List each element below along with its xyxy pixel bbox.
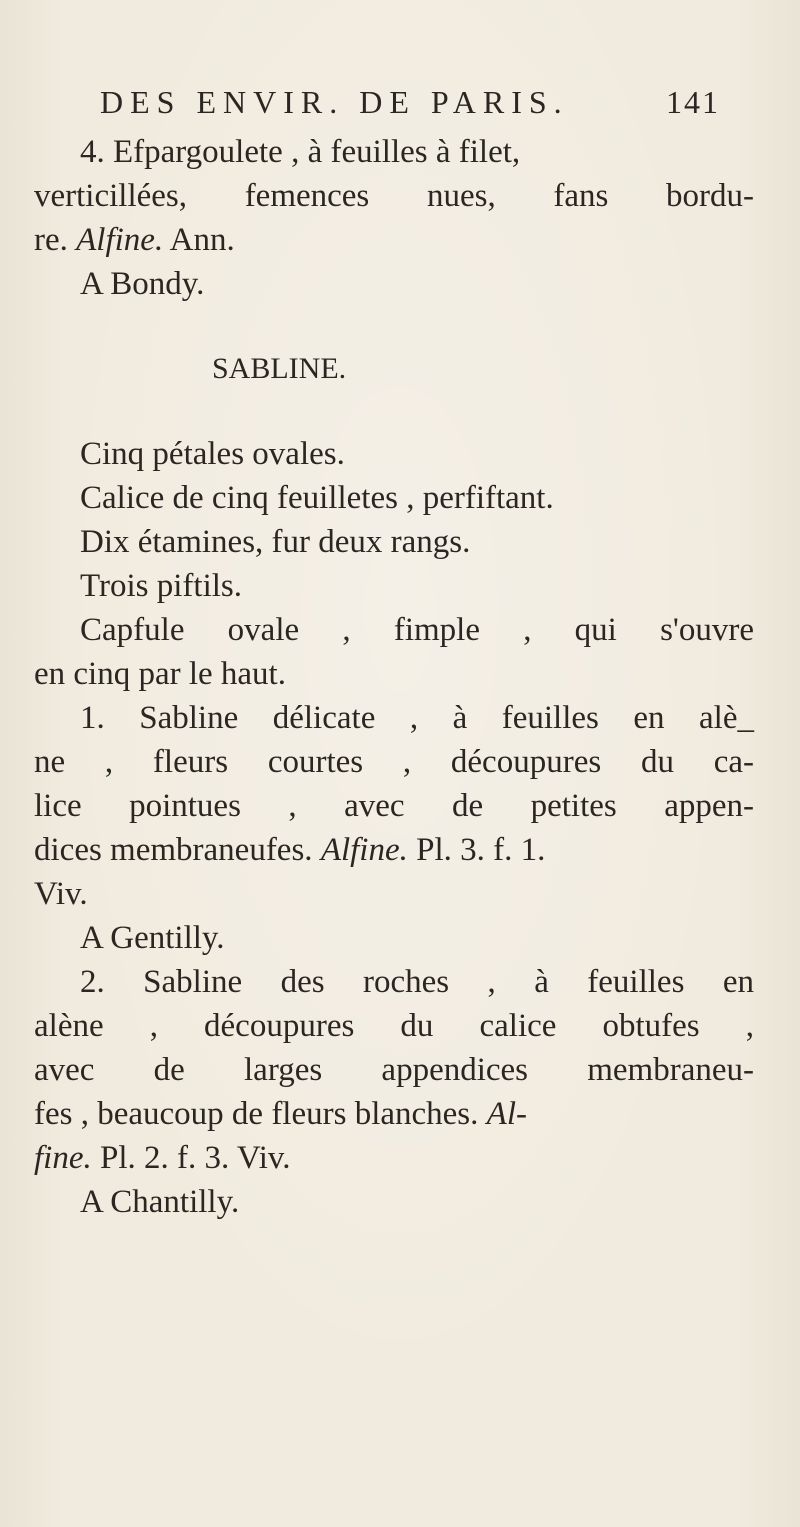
text-line	[34, 1048, 754, 1092]
locality: A Chantilly.	[80, 1184, 240, 1220]
text-line	[80, 262, 204, 306]
line-content: verticillées, femences nues, fans bordu-	[34, 178, 754, 214]
running-head	[100, 84, 720, 130]
text-line	[34, 174, 754, 218]
line-content: ne , fleurs courtes , découpures du ca-	[34, 744, 754, 780]
text-line	[34, 1092, 527, 1136]
line-content: fes , beaucoup de fleurs blanches.	[34, 1096, 479, 1132]
text-line	[34, 784, 754, 828]
text-line	[80, 916, 225, 960]
line-content: alène , découpures du calice obtufes ,	[34, 1008, 754, 1044]
latin-name: Alfine.	[320, 832, 408, 868]
text-line	[80, 520, 470, 564]
line-content: Calice de cinq feuilletes , perfiftant.	[80, 480, 554, 516]
line-content: Ann.	[169, 222, 235, 258]
text-line	[34, 652, 286, 696]
text-line	[34, 740, 754, 784]
text-line	[80, 432, 345, 476]
page-number: 141	[666, 84, 720, 120]
line-content: re.	[34, 222, 68, 258]
line-content: Pl. 3. f. 1.	[416, 832, 546, 868]
line-content: Cinq pétales ovales.	[80, 436, 345, 472]
latin-name: Alfine.	[76, 222, 164, 258]
text-line	[80, 1180, 239, 1224]
text-line	[80, 130, 520, 174]
text-line	[34, 872, 88, 916]
text-line	[80, 608, 754, 652]
text-line	[80, 564, 242, 608]
text-line	[34, 828, 545, 872]
line-content: 4. Efpargoulete , à feuilles à filet,	[80, 134, 521, 170]
latin-name: fine.	[34, 1140, 92, 1176]
text-line	[80, 696, 754, 740]
latin-name: Al-	[486, 1096, 527, 1132]
section-title: SABLINE.	[212, 352, 347, 385]
line-content: Trois piftils.	[80, 568, 243, 604]
text-line	[80, 960, 754, 1004]
line-content: Viv.	[34, 876, 88, 912]
locality: A Gentilly.	[80, 920, 225, 956]
line-content: Pl. 2. f. 3. Viv.	[99, 1140, 291, 1176]
text-line	[80, 476, 554, 520]
line-content: Capfule ovale , fimple , qui s'ouvre	[80, 612, 754, 648]
line-content: lice pointues , avec de petites appen-	[34, 788, 754, 824]
text-line	[34, 1136, 291, 1180]
line-content: dices membraneufes.	[34, 832, 313, 868]
line-content: Dix étamines, fur deux rangs.	[80, 524, 471, 560]
running-title: DES ENVIR. DE PARIS.	[100, 84, 569, 120]
line-content: 1. Sabline délicate , à feuilles en alè_	[80, 700, 754, 736]
line-content: en cinq par le haut.	[34, 656, 286, 692]
text-line	[34, 218, 235, 262]
line-content: avec de larges appendices membraneu-	[34, 1052, 754, 1088]
line-content: 2. Sabline des roches , à feuilles en	[80, 964, 754, 1000]
locality: A Bondy.	[80, 266, 205, 302]
text-line	[34, 1004, 754, 1048]
